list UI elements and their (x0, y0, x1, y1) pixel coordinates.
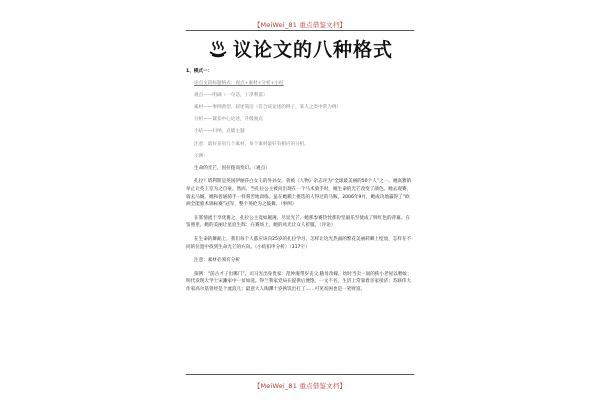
example-title: 生命的光芒，因拉拨而变幻。（观点） (194, 165, 270, 171)
format-line: 示例： (194, 153, 208, 159)
header-watermark-banner: 【MeiWei_81 重点借鉴文档】 (253, 21, 347, 29)
hot-spring-icon (207, 39, 229, 59)
header-divider (186, 30, 414, 31)
example-paragraph (186, 215, 414, 230)
document-title-row (0, 35, 600, 62)
document-title: 议论文的八种格式 (232, 39, 393, 61)
paragraph-text: 扎拉？塔利斯是英国伊丽莎白女王的外孙女，曾被《人物》杂志评为“全球最美丽的50个人”之一。她高雅的举止让英王室为之自豪。然而，当扎拉公主被问出现在一个马术骑手时，她生命的光芒改变了颜色。她去观赛，骑去马厩，她和普通骑手一样刻苦地训练。虽在她赖上挑选的人得过的马鞍。2006年9月，她成功地赢得了“欧洲全能骑术锦标赛”冠军，整个英伦为之鼓舞。（事例） (186, 179, 412, 208)
paragraph-text: 在生命的舞蹈上，我们每个人都应该向25岁的扎拉学习，怎样让这光热面的繁花美丽转瞬上绽放，怎样在不同的位置中找到生命光芒的方向。（小结扣申分析）（317字） (186, 236, 412, 250)
example-paragraph (186, 236, 414, 251)
document-body (186, 68, 414, 293)
example-paragraph (186, 178, 414, 208)
example-paragraph (186, 271, 414, 294)
section-heading: 1、模式一： (186, 69, 213, 74)
format-line: 论点文段标题格式：观点+素材+分析+小结 (194, 81, 284, 87)
note-title: 注意：素材必须有分析 (194, 258, 240, 264)
paragraph-text: 在寡情流于享优裹之，扎拉公主竟如履薄，尽显光芒。她那参赛热忱那份坚毅乐至使成了鲜红色的背幕。在鉴照里，她的美丽让星宸生辉；在赛场上，她的风光让众人折服。（评论） (186, 215, 410, 229)
footer-watermark-banner: 【MeiWei_81 重点借鉴文档】 (253, 382, 347, 390)
paragraph-text: 探例：“前古才子出哪门”，司马光出身贵家：范仲淹带岁丧父,随母改嫁，幼时当卖一间的狭小老屋以喂蚊；明代发现大学士宋濂家中一贫如洗。得兰我家党局在提供后便饱，一文不名，生活上常靠着亲家接济；苏联伟大作家高尔基曾经是个流浪儿；最意大人陶渊十岁挨饥出打工……可见贫困也是一笔财富。 (186, 271, 412, 292)
format-line: 注意：最好多用几个素材，每个素材最好有相应的分析。 (194, 141, 309, 147)
format-line: 素材——事例典型、叙述简洁（符合该论述的例子，某人之类中常为例） (194, 105, 342, 111)
format-line: 分析——紧扣中心论述，升级观点 (194, 117, 263, 123)
footer-divider (186, 374, 414, 375)
format-line: 小结——归纳，点破主题 (194, 129, 245, 135)
format-line: 观点——明确（一句话，干净利落） (194, 93, 268, 99)
